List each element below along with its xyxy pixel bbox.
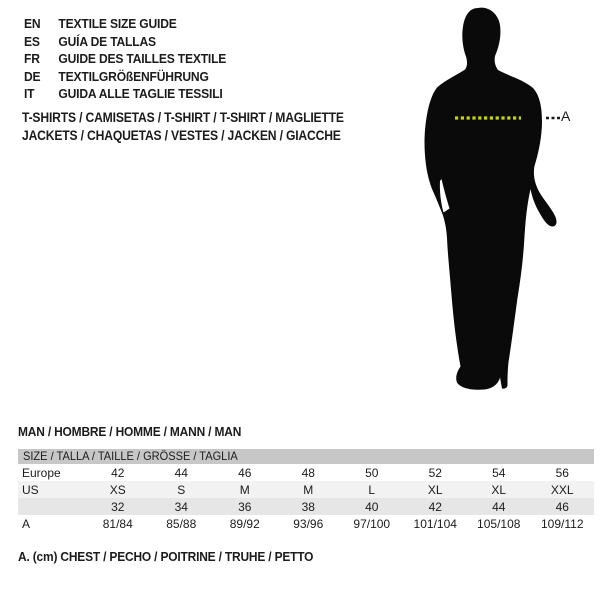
table-cell: 38 xyxy=(301,499,315,514)
table-cell: XL xyxy=(491,482,507,497)
measurement-footnote: A. (cm) CHEST / PECHO / POITRINE / TRUHE / PETTO xyxy=(18,549,314,564)
table-cell: 44 xyxy=(492,499,506,514)
table-row-us-numeric xyxy=(18,498,594,515)
table-cell: 46 xyxy=(238,465,252,480)
category-list xyxy=(22,109,344,144)
table-cell: 44 xyxy=(174,465,188,480)
language-label: TEXTILGRÖßENFÜHRUNG xyxy=(58,68,209,84)
table-cell: XXL xyxy=(550,482,574,497)
table-cell: 56 xyxy=(555,465,569,480)
table-cell: 89/92 xyxy=(229,516,260,531)
table-cell: S xyxy=(177,482,186,497)
language-code: FR xyxy=(24,51,40,67)
table-cell: 50 xyxy=(365,465,379,480)
table-row-chest-cm xyxy=(18,515,594,532)
language-label: TEXTILE SIZE GUIDE xyxy=(58,16,177,32)
table-cell: 46 xyxy=(555,499,569,514)
table-cell: L xyxy=(368,482,376,497)
table-cell: 40 xyxy=(365,499,379,514)
table-cell: XS xyxy=(109,482,126,497)
language-row-fr xyxy=(24,50,226,68)
row-label: A xyxy=(22,516,31,531)
size-table xyxy=(18,449,594,532)
language-row-it xyxy=(24,85,226,103)
language-label: GUIDE DES TAILLES TEXTILE xyxy=(58,51,227,67)
table-cell: 85/88 xyxy=(166,516,197,531)
language-code: IT xyxy=(24,86,35,102)
table-row-europe xyxy=(18,464,594,481)
table-cell: 105/108 xyxy=(477,516,521,531)
table-cell: 81/84 xyxy=(102,516,133,531)
language-code: DE xyxy=(24,68,41,84)
language-list xyxy=(24,15,226,103)
table-cell: 54 xyxy=(492,465,506,480)
table-cell: 109/112 xyxy=(541,516,584,531)
table-cell: 36 xyxy=(238,499,252,514)
table-cell: XL xyxy=(427,482,443,497)
table-cell: 42 xyxy=(111,465,125,480)
language-row-es xyxy=(24,33,226,51)
table-cell: 52 xyxy=(428,465,442,480)
language-row-de xyxy=(24,68,226,86)
language-label: GUIDA ALLE TAGLIE TESSILI xyxy=(58,86,223,102)
row-label: Europe xyxy=(22,465,61,480)
table-row-us xyxy=(18,481,594,498)
size-table-header xyxy=(18,449,594,464)
table-cell: 34 xyxy=(174,499,188,514)
table-cell: 101/104 xyxy=(413,516,457,531)
language-label: GUÍA DE TALLAS xyxy=(58,33,156,49)
language-code: ES xyxy=(24,33,40,49)
table-cell: M xyxy=(239,482,250,497)
size-table-header-label: SIZE / TALLA / TAILLE / GRÖSSE / TAGLIA xyxy=(23,449,238,463)
category-line-jackets: JACKETS / CHAQUETAS / VESTES / JACKEN / GIACCHE xyxy=(22,127,341,143)
language-code: EN xyxy=(24,16,41,32)
language-row-en xyxy=(24,15,226,33)
table-cell: 93/96 xyxy=(293,516,324,531)
table-cell: 48 xyxy=(301,465,315,480)
table-cell: 97/100 xyxy=(353,516,391,531)
category-line-tshirts: T-SHIRTS / CAMISETAS / T-SHIRT / T-SHIRT / MAGLIETTE xyxy=(22,110,344,125)
measurement-label-a: A xyxy=(561,108,571,124)
table-cell: M xyxy=(303,482,314,497)
table-cell: 42 xyxy=(428,499,442,514)
section-title-man: MAN / HOMBRE / HOMME / MANN / MAN xyxy=(18,424,242,439)
row-label: US xyxy=(22,482,39,497)
man-silhouette-figure xyxy=(395,0,600,400)
table-cell: 32 xyxy=(111,499,125,514)
